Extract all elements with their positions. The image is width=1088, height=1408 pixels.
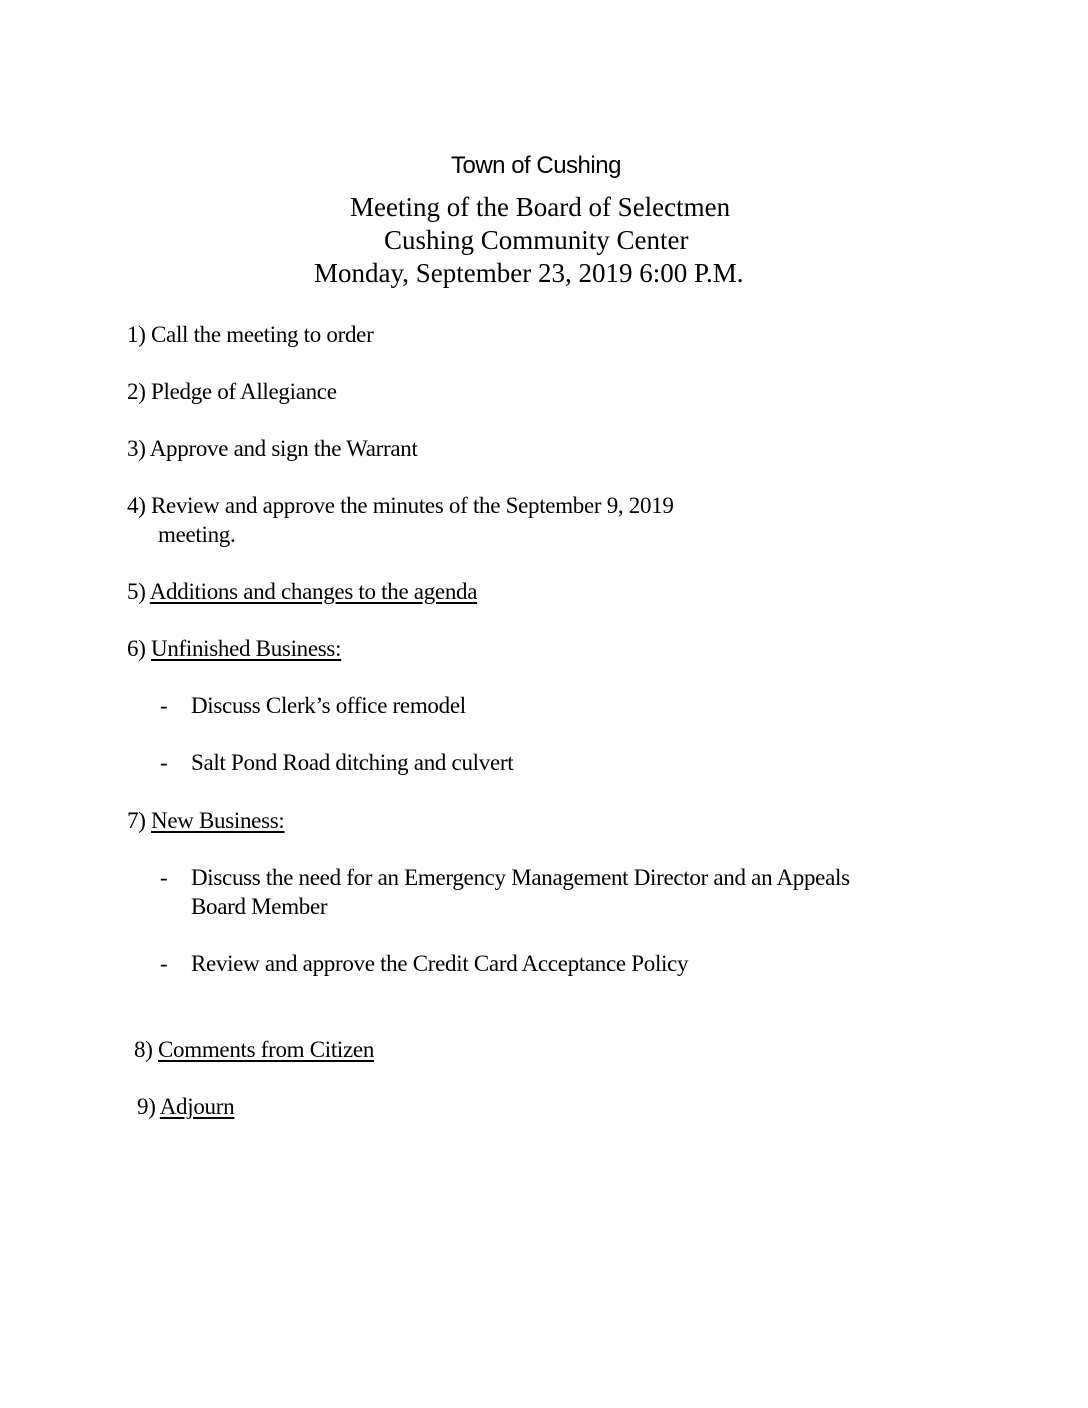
subitem-credit-card-policy: Review and approve the Credit Card Acceptance Policy [191,951,689,976]
meeting-location: Cushing Community Center [384,225,689,255]
subitem-clerk-remodel: Discuss Clerk’s office remodel [191,693,466,718]
bullet-dash: - [160,693,168,718]
agenda-item-1: 1) Call the meeting to order [127,322,374,347]
agenda-item-4-continued: meeting. [158,522,236,547]
meeting-title: Meeting of the Board of Selectmen [350,192,731,222]
agenda-item-7: 7) New Business: [127,808,285,833]
subitem-emergency-director: Discuss the need for an Emergency Management Director and an Appeals [191,865,850,890]
bullet-dash: - [160,865,168,890]
agenda-item-9: 9) Adjourn [137,1094,235,1119]
bullet-dash: - [160,951,168,976]
agenda-item-3: 3) Approve and sign the Warrant [127,436,418,461]
bullet-dash: - [160,750,168,775]
agenda-item-2: 2) Pledge of Allegiance [127,379,337,404]
meeting-datetime: Monday, September 23, 2019 6:00 P.M. [314,258,744,288]
town-title: Town of Cushing [451,152,621,179]
subitem-emergency-director-continued: Board Member [191,894,328,919]
subitem-salt-pond-road: Salt Pond Road ditching and culvert [191,750,514,775]
agenda-item-4: 4) Review and approve the minutes of the September 9, 2019 [127,493,674,518]
agenda-item-6: 6) Unfinished Business: [127,636,342,661]
agenda-item-5: 5) Additions and changes to the agenda [127,579,478,604]
agenda-item-8: 8) Comments from Citizen [134,1037,375,1062]
